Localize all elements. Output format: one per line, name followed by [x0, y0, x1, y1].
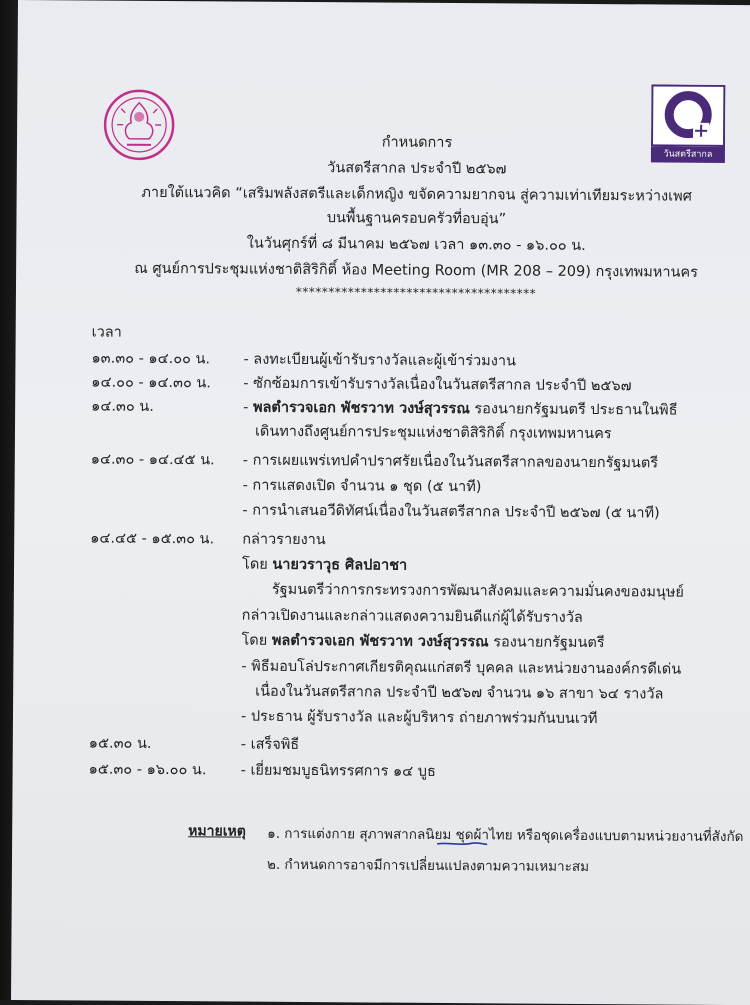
chair-name: พลตำรวจเอก พัชรวาท วงษ์สุวรรณ	[252, 399, 470, 418]
row-time: ๑๓.๓๐ - ๑๔.๐๐ น.	[91, 350, 211, 368]
row-time: ๑๕.๓๐ น.	[88, 735, 152, 752]
schedule-time-label: เวลา	[91, 324, 122, 341]
header-theme: ภายใต้แนวคิด “เสริมพลังสตรีและเด็กหญิง ขจัดความยากจน สู่ความเท่าเทียมระหว่างเพศ	[141, 184, 692, 205]
badge-caption: วันสตรีสากล	[651, 146, 725, 163]
header-event: วันสตรีสากล ประจำปี ๒๕๖๗	[327, 160, 507, 178]
header-date: ในวันศุกร์ที่ ๘ มีนาคม ๒๕๖๗ เวลา ๑๓.๓๐ - ๑๖.๐๐ น.	[246, 235, 586, 254]
speech-item: กล่าวเปิดงานและกล่าวแสดงความยินดีแก่ผู้ได้รับรางวัล	[241, 607, 583, 626]
notes-label: หมายเหตุ	[188, 823, 246, 840]
note-item: ๑. การแต่งกาย สุภาพสากลนิยม ชุดผ้าไทย หรือชุดเครื่องแบบตามหน่วยงานที่สังกัด	[267, 825, 744, 846]
speaker-role: รัฐมนตรีว่าการกระทรวงการพัฒนาสังคมและความมั่นคงของมนุษย์	[271, 581, 684, 601]
row-continuation: เดินทางถึงศูนย์การประชุมแห่งชาติสิริกิติ์ กรุงเทพมหานคร	[254, 423, 612, 443]
note-item: ๒. กำหนดการอาจมีการเปลี่ยนแปลงตามความเหมาะสม	[266, 856, 590, 876]
row-desc: กล่าวรายงาน	[242, 531, 326, 549]
row-desc: - ซักซ้อมการเข้ารับรางวัลเนื่องในวันสตรีสากล ประจำปี ๒๕๖๗	[243, 375, 632, 395]
row-desc: - เสร็จพิธี	[240, 736, 300, 753]
document-header	[107, 129, 727, 301]
row-desc: - พลตำรวจเอก พัชรวาท วงษ์สุวรรณ รองนายกรัฐมนตรี ประธานในพิธี	[243, 399, 678, 419]
header-title: กำหนดการ	[381, 134, 453, 152]
header-theme-cont: บนพื้นฐานครอบครัวที่อบอุ่น”	[326, 210, 507, 228]
row-subitem: - การแสดงเปิด จำนวน ๑ ชุด (๕ นาที)	[242, 477, 482, 496]
speaker-name: พลตำรวจเอก พัชรวาท วงษ์สุวรรณ	[271, 632, 489, 651]
row-time: ๑๔.๐๐ - ๑๔.๓๐ น.	[91, 374, 212, 392]
row-time: ๑๔.๓๐ - ๑๔.๔๕ น.	[90, 451, 215, 469]
header-venue: ณ ศูนย์การประชุมแห่งชาติสิริกิติ์ ห้อง Meeting Room (MR 208 – 209) กรุงเทพมหานคร	[134, 260, 698, 281]
speaker-prefix: โดย	[242, 556, 273, 573]
speaker-role-inline: รองนายกรัฐมนตรี	[488, 634, 605, 652]
speaker-line	[241, 629, 604, 655]
chair-role: รองนายกรัฐมนตรี ประธานในพิธี	[469, 401, 678, 419]
award-item-cont: เนื่องในวันสตรีสากล ประจำปี ๒๕๖๗ จำนวน ๑๖ สาขา ๖๔ รางวัล	[255, 683, 664, 703]
speaker-name: นายวราวุธ ศิลปอาชา	[272, 556, 408, 574]
row-subitem: - การนำเสนอวีดิทัศน์เนื่องในวันสตรีสากล ประจำปี ๒๕๖๗ (๕ นาที)	[242, 502, 660, 522]
row-desc: - การเผยแพร่เทปคำปราศรัยเนื่องในวันสตรีสากลของนายกรัฐมนตรี	[242, 452, 659, 472]
row-desc: - เยี่ยมชมบูธนิทรรศการ ๑๔ บูธ	[240, 762, 436, 780]
row-desc: - ลงทะเบียนผู้เข้ารับรางวัลและผู้เข้าร่วมงาน	[243, 351, 516, 370]
pen-underline-icon	[436, 841, 488, 847]
speaker-line	[242, 553, 407, 577]
row-time: ๑๔.๓๐ น.	[91, 398, 154, 415]
speaker-prefix: โดย	[241, 632, 272, 649]
document-page	[11, 0, 750, 1005]
row-time: ๑๕.๓๐ - ๑๖.๐๐ น.	[88, 761, 207, 779]
header-separator: *************************************	[295, 284, 537, 301]
row-time: ๑๔.๔๕ - ๑๕.๓๐ น.	[90, 530, 215, 548]
photo-item: - ประธาน ผู้รับรางวัล และผู้บริหาร ถ่ายภาพร่วมกันบนเวที	[240, 708, 598, 728]
award-item: - พิธีมอบโล่ประกาศเกียรติคุณแก่สตรี บุคคล และหน่วยงานองค์กรดีเด่น	[241, 658, 682, 678]
